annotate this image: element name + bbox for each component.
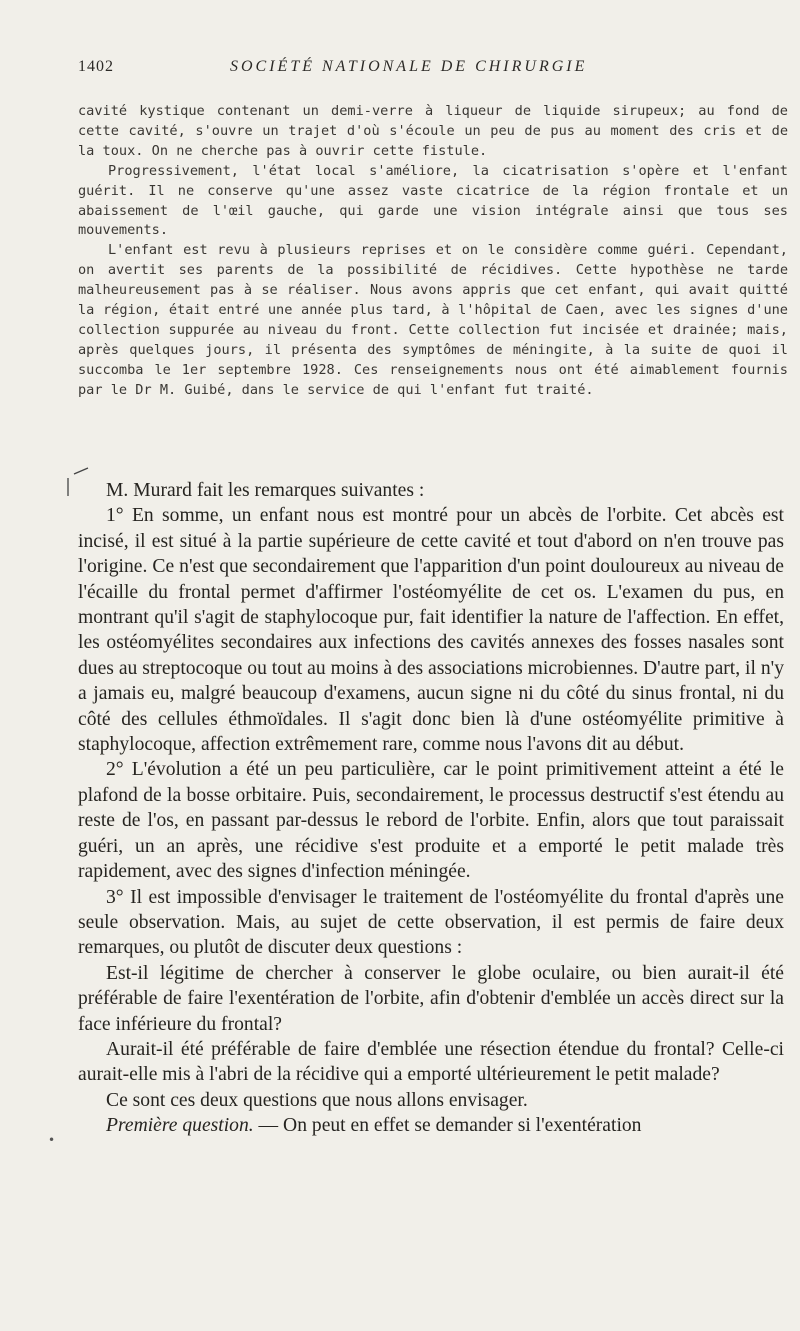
remarks-text bbox=[78, 478, 784, 1139]
page-number: 1402 bbox=[78, 58, 114, 75]
margin-dot: • bbox=[48, 1133, 56, 1147]
paragraph: Progressivement, l'état local s'améliore, la cicatrisation s'opère et l'enfant guérit. Il ne conserve qu'une assez vaste cicatrice de la région frontale et un abaissement de l'œil gauche, qui garde une vision intégrale ainsi que tous ses mouvements. bbox=[78, 162, 788, 239]
paragraph: 2° L'évolution a été un peu particulière, car le point primitivement atteint a été le plafond de la bosse orbitaire. Puis, secondairement, le processus destructif s'est étendu au reste de l'os, en passant par-dessus le rebord de l'orbite. Enfin, alors que tout paraissait guéri, un an après, une récidive s'est produite et a emporté le petit malade très rapidement, avec des signes d'infection méningée. bbox=[78, 759, 784, 883]
remarks-intro: M. Murard fait les remarques suivantes : bbox=[106, 480, 425, 501]
paragraph bbox=[78, 1113, 784, 1138]
paragraph: L'enfant est revu à plusieurs reprises et on le considère comme guéri. Cependant, on avertit ses parents de la possibilité de récidives. Cette hypothèse ne tarde malheureusement pas à se réaliser. Nous avons appris que cet enfant, qui avait quitté la région, était entré une année plus tard, à l'hôpital de Caen, avec les signes d'une collection suppurée au niveau du front. Cette collection fut incisée et drainée; mais, après quelques jours, il présenta des symptômes de méningite, à la suite de quoi il succomba le 1er septembre 1928. Ces renseignements nous ont été aimablement fournis par le Dr M. Guibé, dans le service de qui l'enfant fut traité. bbox=[78, 242, 788, 398]
paragraph: Aurait-il été préférable de faire d'emblée une résection étendue du frontal? Celle-ci aurait-elle mis à l'abri de la récidive qui a emporté ultérieurement le petit malade? bbox=[78, 1038, 784, 1086]
paragraph: 3° Il est impossible d'envisager le traitement de l'ostéomyélite du frontal d'après une seule observation. Mais, au sujet de cette observation, il est permis de faire deux remarques, ou plutôt de discuter deux questions : bbox=[78, 886, 784, 959]
question-label: Première question. bbox=[106, 1115, 254, 1137]
observation-text bbox=[78, 102, 788, 401]
paragraph: cavité kystique contenant un demi-verre à liqueur de liquide sirupeux; au fond de cette cavité, s'ouvre un trajet d'où s'écoule un peu de pus au moment des cris et de la toux. On ne cherche pas à ouvrir cette fistule. bbox=[78, 103, 788, 159]
page-header bbox=[78, 58, 772, 82]
paragraph: Est-il légitime de chercher à conserver le globe oculaire, ou bien aurait-il été préférable de faire l'exentération de l'orbite, afin d'obtenir d'emblée un accès direct sur la face inférieure du frontal? bbox=[78, 962, 784, 1035]
question-text: — On peut en effet se demander si l'exentération bbox=[253, 1115, 642, 1137]
paragraph: Ce sont ces deux questions que nous allons envisager. bbox=[106, 1089, 528, 1111]
paragraph: 1° En somme, un enfant nous est montré pour un abcès de l'orbite. Cet abcès est incisé, il est situé à la partie supérieure de cette cavité et tout d'abord on n'en trouve pas l'origine. Ce n'est que secondairement que l'apparition d'un point douloureux au niveau de l'écaille du frontal permet d'affirmer l'ostéomyélite de cet os. L'examen du pus, en montrant qu'il s'agit de staphylocoque pur, fait identifier la nature de l'affection. En effet, les ostéomyélites secondaires aux infections des cavités annexes des fosses nasales sont dues au streptocoque ou tout au moins à des associations microbiennes. D'autre part, il n'y a jamais eu, malgré beaucoup d'examens, aucun signe ni du côté du sinus frontal, ni du côté des cellules éthmoïdales. Il s'agit donc bien là d'une ostéomyélite primitive à staphylocoque, affection extrêmement rare, comme nous l'avons dit au début. bbox=[78, 505, 784, 756]
running-title: SOCIÉTÉ NATIONALE DE CHIRURGIE bbox=[230, 58, 588, 75]
